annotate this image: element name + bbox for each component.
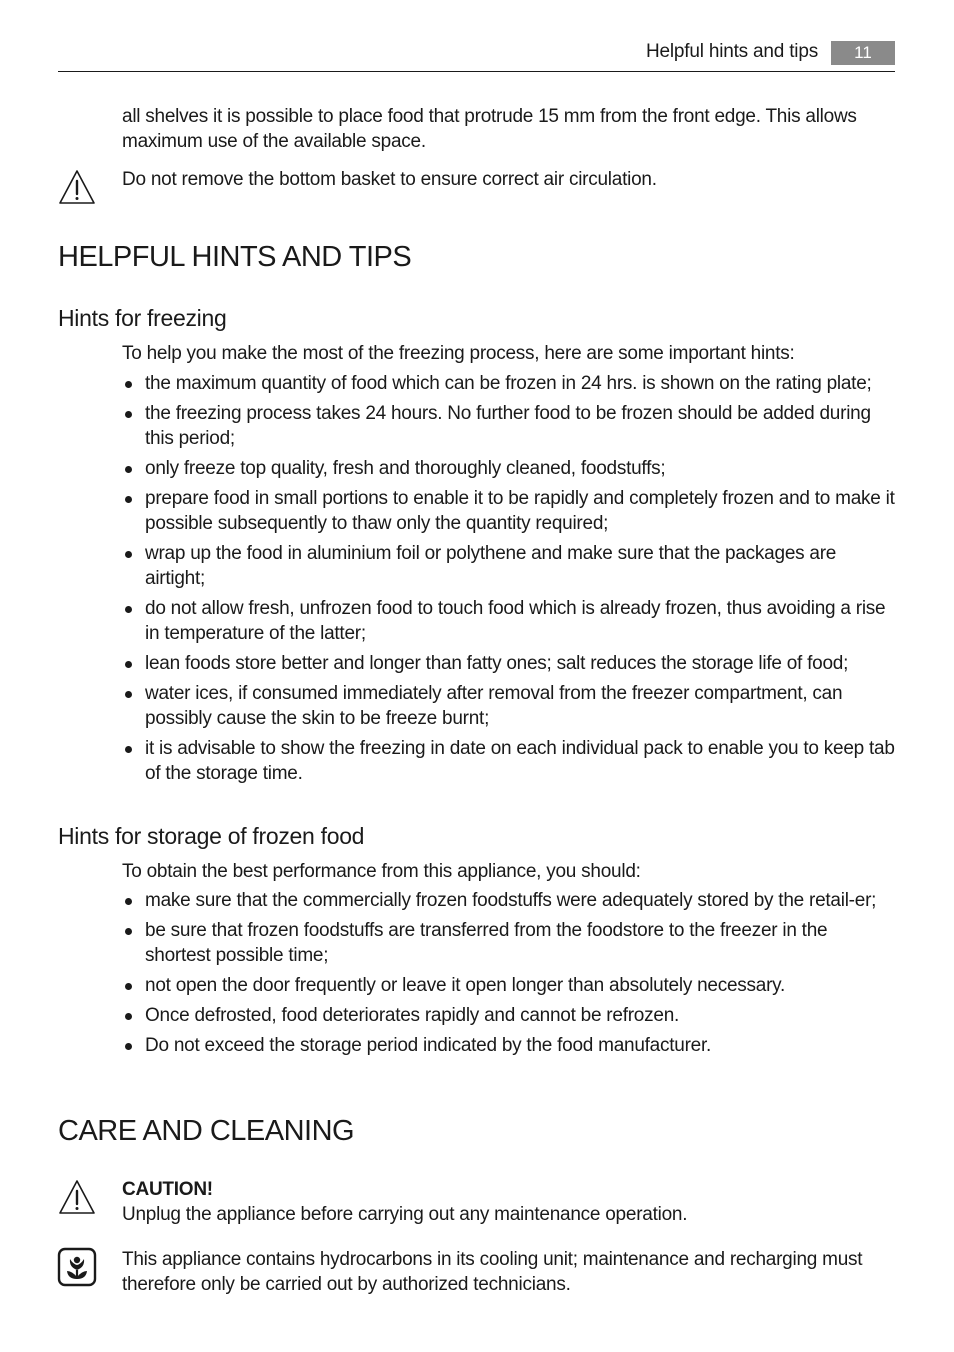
list-item: Once defrosted, food deteriorates rapidly and cannot be refrozen. xyxy=(122,1003,895,1028)
section-title-hints: HELPFUL HINTS AND TIPS xyxy=(58,241,412,273)
list-item: prepare food in small portions to enable it to be rapidly and completely frozen and to make it possible subsequently to thaw only the quantity required; xyxy=(122,486,895,536)
list-item: lean foods store better and longer than fatty ones; salt reduces the storage life of food; xyxy=(122,651,895,676)
list-item: it is advisable to show the freezing in date on each individual pack to enable you to keep tab of the storage time. xyxy=(122,736,895,786)
heading-hints-freezing: Hints for freezing xyxy=(58,305,227,331)
caution-text: Unplug the appliance before carrying out any maintenance operation. xyxy=(122,1204,688,1225)
warning-triangle-icon xyxy=(57,1178,97,1216)
list-item: be sure that frozen foodstuffs are transferred from the foodstore to the freezer in the shortest possible time; xyxy=(122,918,895,968)
warning-triangle-icon xyxy=(57,168,97,206)
heading-hints-storage: Hints for storage of frozen food xyxy=(58,823,365,849)
environment-flower-icon xyxy=(57,1247,97,1287)
list-item: water ices, if consumed immediately after removal from the freezer compartment, can possibly cause the skin to be freeze burnt; xyxy=(122,681,895,731)
storage-hints-list xyxy=(122,888,895,1063)
list-item: do not allow fresh, unfrozen food to touch food which is already frozen, thus avoiding a rise in temperature of the latter; xyxy=(122,596,895,646)
warning-bottom-basket: Do not remove the bottom basket to ensure correct air circulation. xyxy=(122,169,657,190)
list-item: make sure that the commercially frozen foodstuffs were adequately stored by the retail-er; xyxy=(122,888,895,913)
list-item: the freezing process takes 24 hours. No further food to be frozen should be added during this period; xyxy=(122,401,895,451)
environment-note: This appliance contains hydrocarbons in its cooling unit; maintenance and recharging must therefore only be carried out by authorized technicians. xyxy=(122,1249,863,1295)
list-item: not open the door frequently or leave it open longer than absolutely necessary. xyxy=(122,973,895,998)
freezing-intro: To help you make the most of the freezing process, here are some important hints: xyxy=(122,343,795,364)
list-item: only freeze top quality, fresh and thoroughly cleaned, foodstuffs; xyxy=(122,456,895,481)
header-section-title: Helpful hints and tips xyxy=(646,41,818,62)
storage-intro: To obtain the best performance from this appliance, you should: xyxy=(122,861,641,882)
caution-title: CAUTION! xyxy=(122,1179,213,1200)
list-item: the maximum quantity of food which can be frozen in 24 hrs. is shown on the rating plate; xyxy=(122,371,895,396)
freezing-hints-list xyxy=(122,371,895,791)
page-number: 11 xyxy=(831,41,895,65)
caution-block xyxy=(122,1177,894,1227)
page-header xyxy=(58,40,895,72)
list-item: Do not exceed the storage period indicated by the food manufacturer. xyxy=(122,1033,895,1058)
section-title-care: CARE AND CLEANING xyxy=(58,1115,355,1147)
list-item: wrap up the food in aluminium foil or polythene and make sure that the packages are airtight; xyxy=(122,541,895,591)
intro-paragraph: all shelves it is possible to place food that protrude 15 mm from the front edge. This allows maximum use of the available space. xyxy=(122,106,857,152)
